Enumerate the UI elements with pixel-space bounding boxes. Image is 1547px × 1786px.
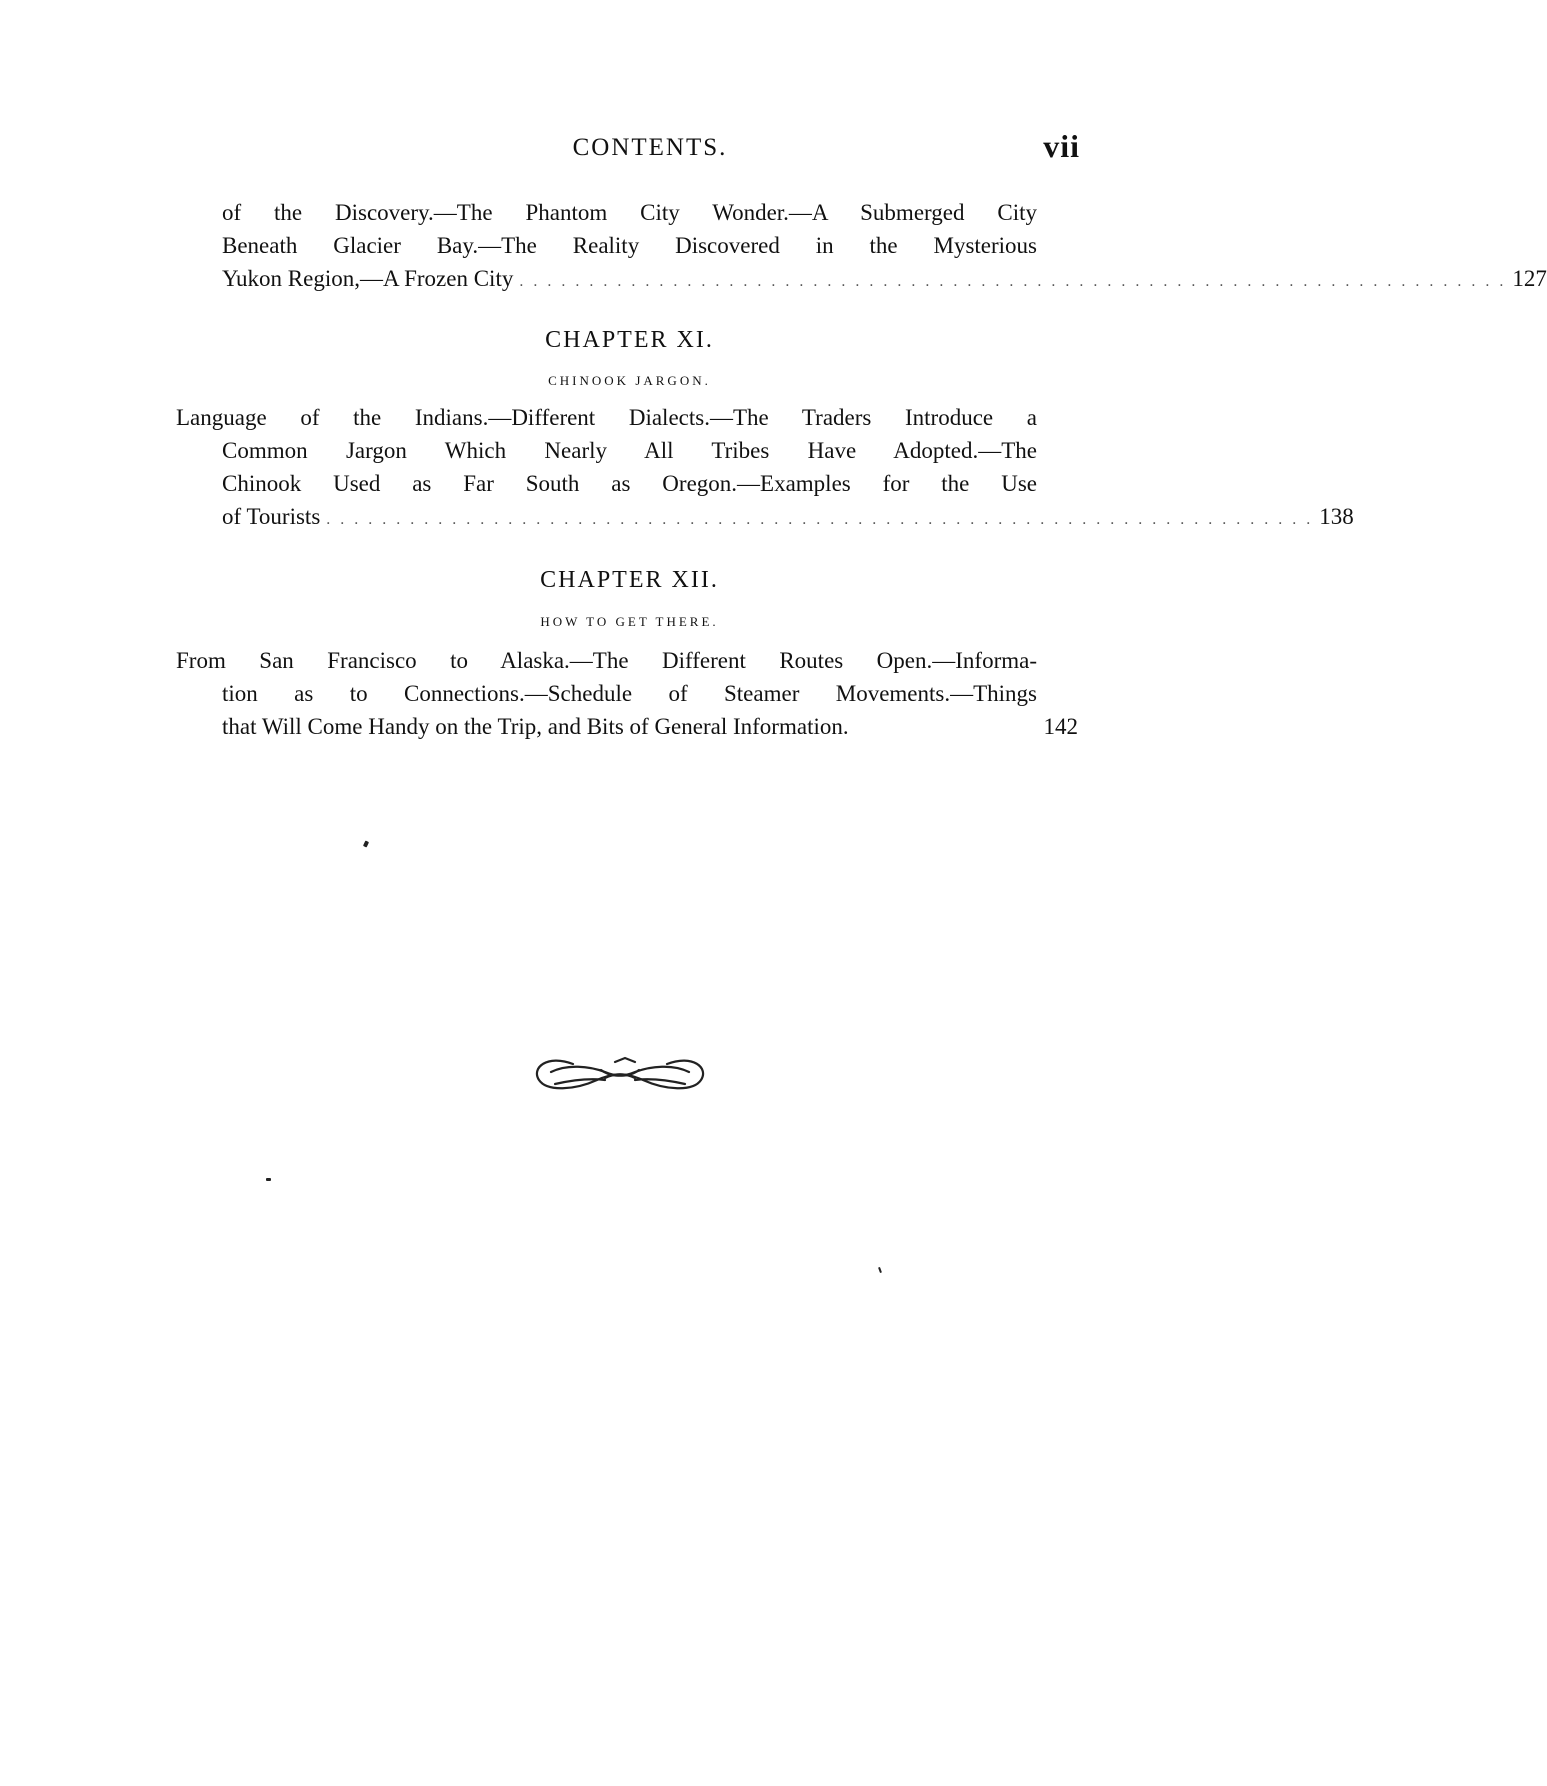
toc-page-number: 142 <box>1043 714 1078 739</box>
running-head <box>220 128 1080 168</box>
chapter-subtitle: CHINOOK JARGON. <box>548 373 711 388</box>
page-folio: vii <box>1043 128 1080 164</box>
toc-entry-line: From San Francisco to Alaska.—The Different Routes Open.—Informa- <box>176 648 1037 673</box>
chapter-subtitle: HOW TO GET THERE. <box>540 614 719 629</box>
toc-entry-chapter-xi <box>176 401 1354 533</box>
toc-entry-chapter-xii <box>176 644 1078 743</box>
chapter-heading: CHAPTER XI. <box>545 327 714 353</box>
toc-entry-line: of the Discovery.—The Phantom City Wonder.—A Submerged City <box>222 200 1037 225</box>
toc-entry-line: Yukon Region,—A Frozen City <box>222 266 514 291</box>
print-speck <box>878 1267 882 1273</box>
toc-entry-leader-line <box>176 710 1078 743</box>
chapter-heading: CHAPTER XII. <box>540 567 719 593</box>
toc-entry-line: tion as to Connections.—Schedule of Steamer Movements.—Things <box>222 681 1037 706</box>
toc-page-number: 138 <box>1319 504 1354 529</box>
toc-entry-leader-line <box>176 262 1547 295</box>
toc-entry-line: Chinook Used as Far South as Oregon.—Examples for the Use <box>222 471 1037 496</box>
flourish-ornament-icon <box>527 1050 713 1102</box>
toc-entry-line: that Will Come Handy on the Trip, and Bits of General Information. <box>222 714 849 739</box>
running-title: CONTENTS. <box>572 134 728 161</box>
toc-entry-line: Common Jargon Which Nearly All Tribes Have Adopted.—The <box>222 438 1037 463</box>
toc-entry-leader-line <box>176 500 1354 533</box>
toc-page-number: 127 <box>1512 266 1547 291</box>
toc-entry-line: of Tourists <box>222 504 321 529</box>
toc-entry-chapter-x-continued <box>176 196 1547 295</box>
leader-dots: . . . . . . . . . . . . . . . . . . . . . . . . . . . . . . . . . . . . . . . . . . . . . . . . . . . . . . . . . . . . . . . . . . . . . . . <box>326 511 1314 528</box>
toc-entry-line: Beneath Glacier Bay.—The Reality Discovered in the Mysterious <box>222 233 1037 258</box>
leader-dots: . . . . . . . . . . . . . . . . . . . . . . . . . . . . . . . . . . . . . . . . . . . . . . . . . . . . . . . . . . . . . . . . . . . . . . . <box>519 273 1507 290</box>
print-speck <box>363 840 369 847</box>
print-speck <box>266 1178 271 1181</box>
toc-entry-line: Language of the Indians.—Different Dialects.—The Traders Introduce a <box>176 405 1037 430</box>
